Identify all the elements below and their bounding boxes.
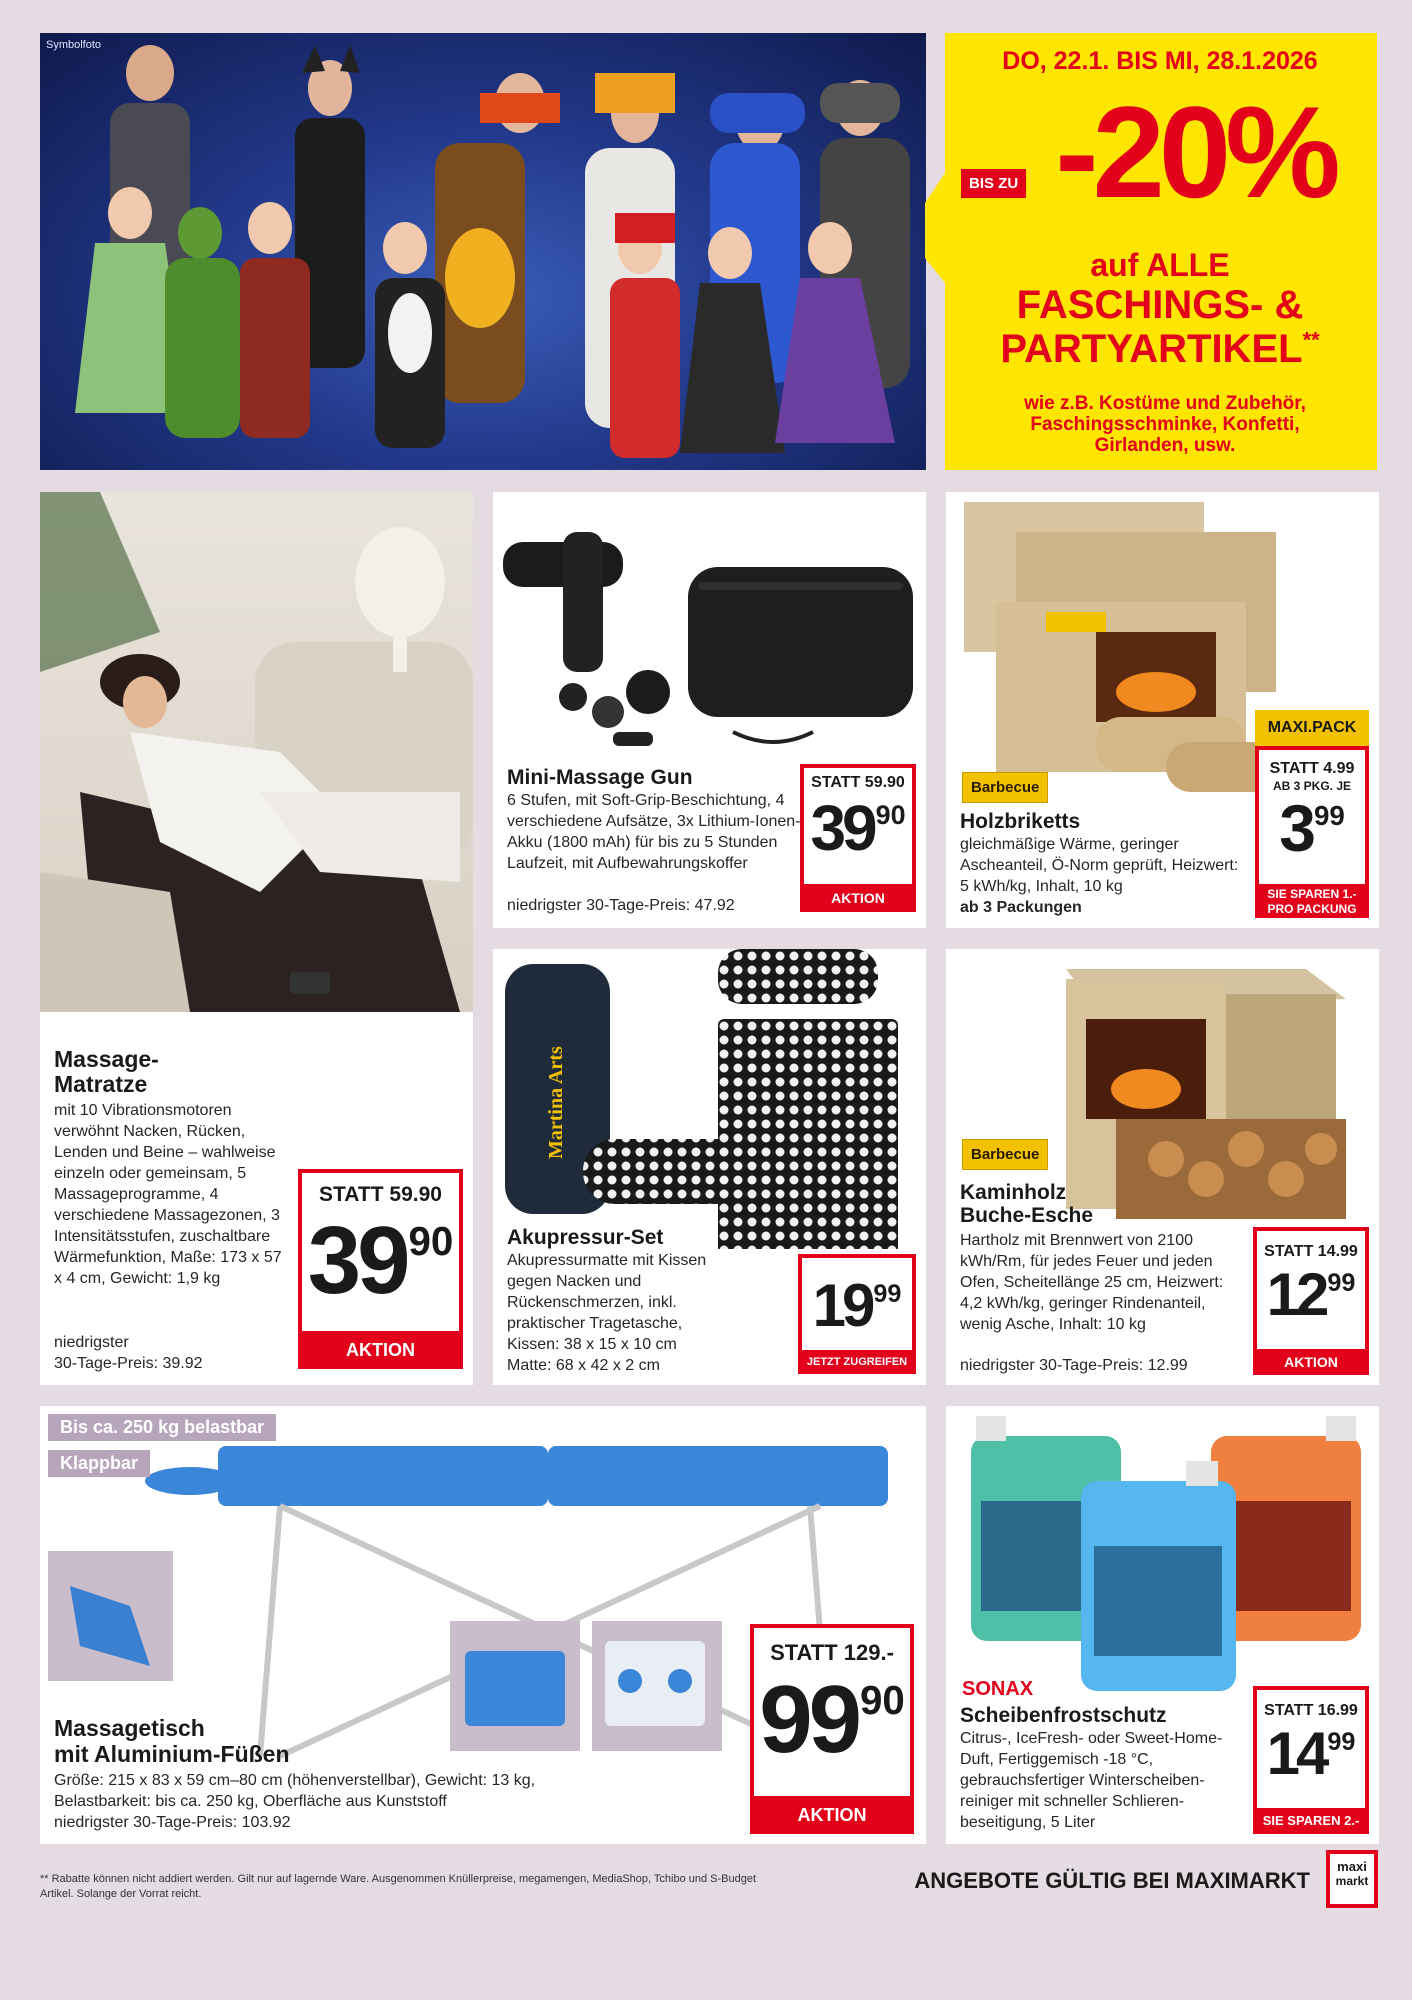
mattress-illustration: [40, 492, 473, 1012]
mattress-description: mit 10 Vibrationsmotoren verwöhnt Nacken, Rücken, Lenden und Beine – wahlweise einzeln oder gemeinsam, 5 Massageprogramme, 4 verschiedene Massagezonen, 3 Intensitätsstufen, zuschaltbare Wärmefunktion, Maße: 173 x 57 x 4 cm, Gewicht: 1,9 kg: [54, 1102, 282, 1287]
promo-footnote-mark: **: [1302, 327, 1320, 353]
promo-examples: wie z.B. Kostüme und Zubehör, Faschingsschminke, Konfetti, Girlanden, usw.: [1024, 393, 1306, 456]
bis-zu-tag: BIS ZU: [961, 169, 1026, 198]
briketts-sub-note: AB 3 PKG. JE: [1272, 779, 1352, 793]
mattress-price: [302, 1207, 459, 1314]
weight-capacity-badge: Bis ca. 250 kg belastbar: [48, 1414, 276, 1441]
sonax-price-cents: 99: [1327, 1728, 1356, 1757]
sonax-title: Scheibenfrostschutz: [960, 1704, 1167, 1727]
briketts-savings-label: SIE SPAREN 1.- PRO PACKUNG: [1255, 884, 1369, 918]
akupressur-description: Akupressurmatte mit Kissen gegen Nacken und Rückenschmerzen, inkl. praktischer Tragetasche, Kissen: 38 x 15 x 10 cm Matte: 68 x 42 x 2 cm: [507, 1252, 707, 1374]
briketts-statt-price: STATT 4.99: [1269, 760, 1355, 777]
kaminholz-price-box: [1253, 1227, 1369, 1375]
akupressur-action-label: JETZT ZUGREIFEN: [798, 1350, 916, 1374]
kaminholz-statt-price: STATT 14.99: [1264, 1243, 1358, 1260]
table-price-box: [750, 1624, 914, 1834]
maxipack-tag: MAXI.PACK: [1255, 710, 1369, 746]
promo-panel: [925, 33, 1377, 470]
footer-validity: ANGEBOTE GÜLTIG BEI MAXIMARKT: [914, 1868, 1310, 1893]
table-statt-price: STATT 129.-: [770, 1640, 894, 1665]
product-card-massage-mattress[interactable]: [40, 492, 473, 1385]
gun-statt-price: STATT 59.90: [811, 774, 905, 791]
akupressur-price-box: [798, 1254, 916, 1374]
costume-group-illustration: [40, 33, 926, 470]
akupressur-title: Akupressur-Set: [507, 1226, 664, 1249]
sonax-illustration: [946, 1406, 1379, 1696]
table-lowest-price: niedrigster 30-Tage-Preis: 103.92: [54, 1814, 291, 1831]
sonax-savings-label: SIE SPAREN 2.-: [1253, 1808, 1369, 1834]
sonax-brand: SONAX: [962, 1678, 1034, 1700]
mattress-title-1: Massage-: [54, 1046, 159, 1072]
maximarkt-logo: [1326, 1850, 1378, 1908]
footer-disclaimer: ** Rabatte können nicht addiert werden. Gilt nur auf lagernde Ware. Ausgenommen Knüllerpreise, megamengen, MediaShop, Tchibo und S-Budget Artikel. Solange der Vorrat reicht.: [40, 1873, 757, 1900]
sonax-price-main: 14: [1266, 1720, 1326, 1787]
briketts-description-bold: ab 3 Packungen: [960, 899, 1082, 916]
gun-description: 6 Stufen, mit Soft-Grip-Beschichtung, 4 verschiedene Aufsätze, 3x Lithium-Ionen-Akku (1800 mAh) für bis zu 5 Stunden Laufzeit, mit Aufbewahrungskoffer: [507, 792, 801, 872]
kaminholz-price: [1257, 1261, 1365, 1328]
massage-gun-illustration: [493, 492, 926, 772]
kaminholz-price-main: 12: [1266, 1261, 1326, 1328]
product-card-holzbriketts[interactable]: [946, 492, 1379, 928]
mattress-photo: [40, 492, 473, 1012]
table-title-1: Massagetisch: [54, 1715, 205, 1741]
kaminholz-price-cents: 99: [1327, 1269, 1356, 1298]
kaminholz-action-label: AKTION: [1253, 1349, 1369, 1375]
kaminholz-brand-label: Barbecue: [962, 1139, 1048, 1170]
logo-text-bottom: markt: [1335, 1874, 1369, 1888]
promo-line-3: [955, 327, 1365, 372]
table-price-main: 99: [759, 1666, 858, 1773]
mattress-lowest-price-2: 30-Tage-Preis: 39.92: [54, 1355, 203, 1372]
mattress-title-2: Matratze: [54, 1071, 148, 1097]
table-title-2: mit Aluminium-Füßen: [54, 1741, 290, 1767]
product-card-sonax[interactable]: [946, 1406, 1379, 1844]
sonax-statt-price: STATT 16.99: [1264, 1702, 1358, 1719]
akupressur-bag-brand: Martina Arts: [545, 1046, 567, 1159]
mattress-price-cents: 90: [408, 1217, 454, 1264]
promo-line-1: auf ALLE: [1090, 247, 1230, 283]
discount-percent: -20%: [1055, 79, 1335, 225]
photo-caption: Symbolfoto: [46, 39, 102, 51]
briketts-price-main: 3: [1279, 791, 1312, 865]
table-price-cents: 90: [859, 1676, 905, 1723]
briketts-title: Holzbriketts: [960, 810, 1081, 833]
mattress-action-label: AKTION: [298, 1331, 463, 1369]
mattress-statt-price: STATT 59.90: [319, 1183, 442, 1206]
kaminholz-title-1: Kaminholz: [960, 1181, 1067, 1204]
table-description: Größe: 215 x 83 x 59 cm–80 cm (höhenverstellbar), Gewicht: 13 kg, Belastbarkeit: bis ca. 250 kg, Oberfläche aus Kunststoff: [54, 1772, 536, 1810]
promo-date: DO, 22.1. BIS MI, 28.1.2026: [1002, 47, 1318, 75]
kaminholz-title-2: Buche-Esche: [960, 1204, 1094, 1227]
gun-price: [804, 792, 912, 864]
gun-price-cents: 90: [875, 800, 906, 831]
product-card-massagetisch[interactable]: [40, 1406, 926, 1844]
gun-lowest-price: niedrigster 30-Tage-Preis: 47.92: [507, 897, 735, 914]
product-card-akupressur[interactable]: [493, 949, 926, 1385]
promo-line-2: FASCHINGS- &: [1016, 283, 1304, 327]
briketts-price-cents: 99: [1313, 799, 1345, 831]
akupressur-price-cents: 99: [873, 1280, 902, 1309]
briketts-price: [1259, 791, 1365, 865]
briketts-description: gleichmäßige Wärme, geringer Ascheanteil, Ö-Norm geprüft, Heizwert: 5 kWh/kg, Inhalt, 10 kg: [960, 836, 1239, 895]
akupressur-price: [802, 1272, 912, 1339]
akupressur-price-main: 19: [812, 1272, 872, 1339]
kaminholz-description: Hartholz mit Brennwert von 2100 kWh/Rm, für jedes Feuer und jeden Ofen, Scheitellänge 25 cm, Heizwert: 4,2 kWh/kg, geringer Rindenanteil, wenig Asche, Inhalt: 10 kg: [960, 1232, 1224, 1333]
briketts-price-box: [1255, 746, 1369, 918]
table-price: [754, 1666, 910, 1773]
sonax-price: [1257, 1720, 1365, 1787]
mattress-price-box: [298, 1169, 463, 1369]
table-action-label: AKTION: [750, 1796, 914, 1834]
gun-price-box: [800, 764, 916, 912]
gun-title: Mini-Massage Gun: [507, 766, 693, 789]
logo-text-top: maxi: [1337, 1859, 1367, 1874]
mattress-price-main: 39: [307, 1207, 407, 1314]
foldable-badge: Klappbar: [48, 1450, 150, 1477]
gun-price-main: 39: [810, 792, 874, 864]
product-card-kaminholz[interactable]: [946, 949, 1379, 1385]
gun-action-label: AKTION: [800, 884, 916, 912]
sonax-description: Citrus-, IceFresh- oder Sweet-Home-Duft, Fertiggemisch -18 °C, gebrauchsfertiger Winterscheibenreiniger mit schneller Schlierenbeseitigung, 5 Liter: [960, 1730, 1223, 1831]
promo-line-3-text: PARTYARTIKEL: [1000, 327, 1303, 371]
briketts-brand-label: Barbecue: [962, 772, 1048, 803]
hero-photo: [40, 33, 926, 470]
mattress-lowest-price-1: niedrigster: [54, 1334, 129, 1351]
kaminholz-lowest-price: niedrigster 30-Tage-Preis: 12.99: [960, 1357, 1188, 1374]
sonax-price-box: [1253, 1686, 1369, 1834]
product-card-massage-gun[interactable]: [493, 492, 926, 928]
